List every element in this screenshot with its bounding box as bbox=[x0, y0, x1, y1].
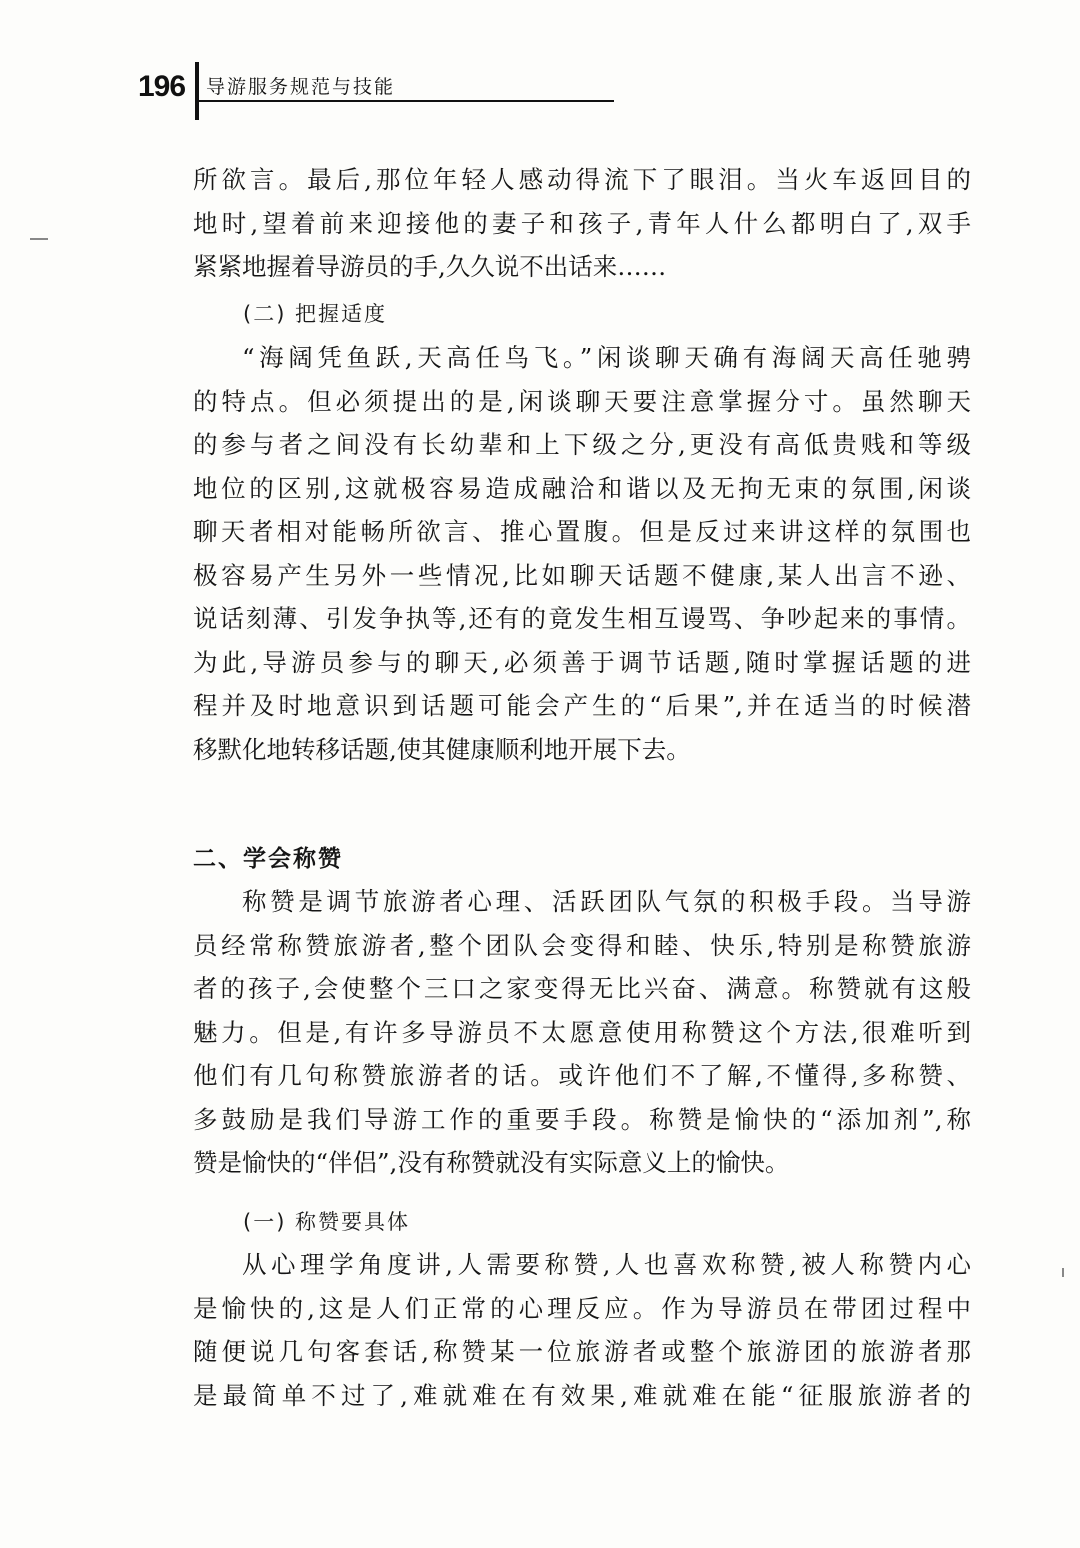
text-line: 者的孩子,会使整个三口之家变得无比兴奋、满意。称赞就有这般 bbox=[193, 974, 971, 1003]
text-line: 聊天者相对能畅所欲言、推心置腹。但是反过来讲这样的氛围也 bbox=[193, 517, 971, 546]
book-title: 导游服务规范与技能 bbox=[206, 76, 396, 98]
text-line: 为此,导游员参与的聊天,必须善于调节话题,随时掌握话题的进 bbox=[193, 647, 971, 677]
paragraph bbox=[193, 880, 971, 1185]
paragraph-moderation bbox=[193, 336, 971, 771]
paragraph-specific-praise bbox=[193, 1243, 971, 1417]
text-line: 称赞是调节旅游者心理、活跃团队气氛的积极手段。当导游 bbox=[242, 887, 971, 916]
paragraph-praise bbox=[193, 880, 971, 1185]
paragraph-continuation bbox=[193, 158, 971, 289]
text-line: 他们有几句称赞旅游者的话。或许他们不了解,不懂得,多称赞、 bbox=[193, 1061, 971, 1090]
subsection-heading: (二) 把握适度 bbox=[243, 302, 388, 326]
text-line: 多鼓励是我们导游工作的重要手段。称赞是愉快的“添加剂”,称 bbox=[193, 1104, 971, 1134]
paragraph bbox=[193, 336, 971, 771]
text-line: 是最简单不过了,难就难在有效果,难就难在能“征服旅游者的 bbox=[193, 1380, 971, 1410]
running-header bbox=[138, 62, 614, 120]
text-line: 的特点。但必须提出的是,闲谈聊天要注意掌握分寸。虽然聊天 bbox=[193, 386, 971, 416]
text-line: 紧紧地握着导游员的手,久久说不出话来…… bbox=[193, 252, 667, 281]
scan-mark bbox=[30, 238, 48, 240]
text-line: “海阔凭鱼跃,天高任鸟飞。”闲谈聊天确有海阔天高任驰骋 bbox=[242, 343, 971, 372]
paragraph bbox=[193, 1243, 971, 1417]
text-line: 赞是愉快的“伴侣”,没有称赞就没有实际意义上的愉快。 bbox=[193, 1148, 790, 1177]
scan-mark bbox=[1062, 1268, 1064, 1277]
section-heading: 二、学会称赞 bbox=[193, 846, 343, 872]
text-line: 魅力。但是,有许多导游员不太愿意使用称赞这个方法,很难听到 bbox=[193, 1017, 971, 1047]
text-line: 所欲言。最后,那位年轻人感动得流下了眼泪。当火车返回目的 bbox=[193, 165, 971, 194]
text-line: 地时,望着前来迎接他的妻子和孩子,青年人什么都明白了,双手 bbox=[193, 208, 971, 238]
text-line: 随便说几句客套话,称赞某一位旅游者或整个旅游团的旅游者那 bbox=[193, 1337, 971, 1366]
header-rule bbox=[198, 100, 614, 102]
text-line: 的参与者之间没有长幼辈和上下级之分,更没有高低贵贱和等级 bbox=[193, 430, 971, 459]
text-line: 从心理学角度讲,人需要称赞,人也喜欢称赞,被人称赞内心 bbox=[242, 1250, 971, 1279]
paragraph bbox=[193, 158, 971, 289]
text-line: 极容易产生另外一些情况,比如聊天话题不健康,某人出言不逊、 bbox=[193, 560, 971, 590]
text-line: 移默化地转移话题,使其健康顺利地开展下去。 bbox=[193, 734, 691, 764]
header-divider bbox=[195, 62, 199, 120]
text-line: 是愉快的,这是人们正常的心理反应。作为导游员在带团过程中 bbox=[193, 1293, 971, 1323]
text-line: 说话刻薄、引发争执等,还有的竟发生相互谩骂、争吵起来的事情。 bbox=[193, 604, 971, 633]
page-number: 196 bbox=[138, 70, 186, 103]
text-line: 程并及时地意识到话题可能会产生的“后果”,并在适当的时候潜 bbox=[193, 691, 971, 720]
text-line: 员经常称赞旅游者,整个团队会变得和睦、快乐,特别是称赞旅游 bbox=[193, 930, 971, 960]
subsection-heading: (一) 称赞要具体 bbox=[243, 1210, 411, 1234]
text-line: 地位的区别,这就极容易造成融洽和谐以及无拘无束的氛围,闲谈 bbox=[193, 473, 971, 503]
